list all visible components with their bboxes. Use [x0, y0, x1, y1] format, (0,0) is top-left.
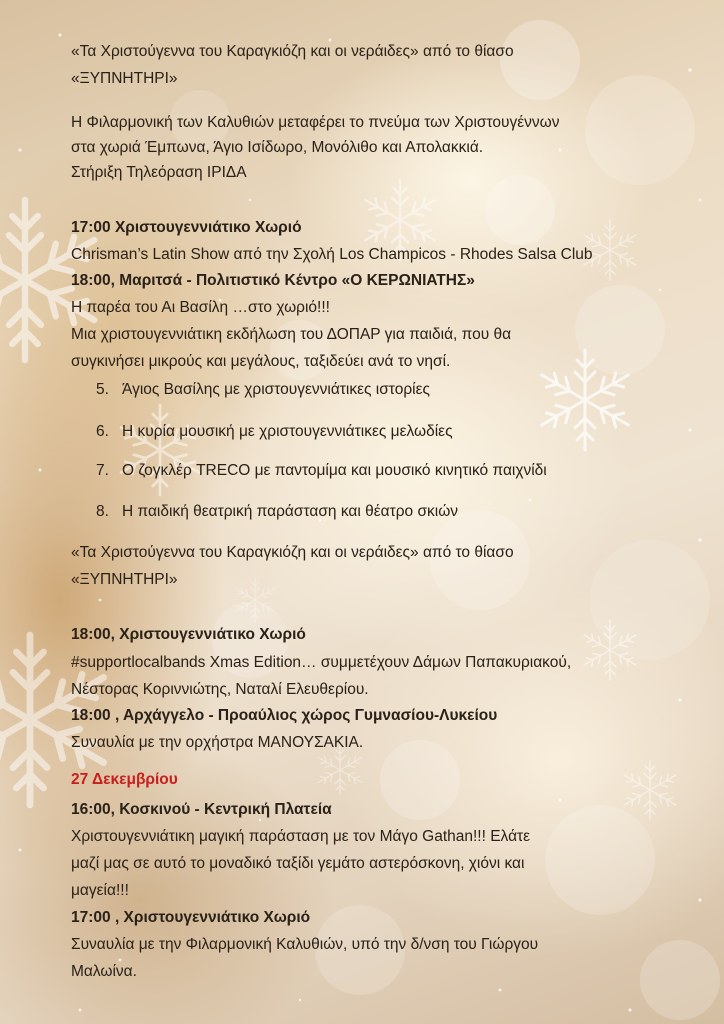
filarmoniki-text-line-1: Η Φιλαρμονική των Καλυθιών μεταφέρει το πνεύμα των Χριστουγέννων — [71, 114, 560, 131]
filarmoniki-text-line-3: Στήριξη Τηλεόραση ΙΡΙΔΑ — [71, 164, 247, 181]
ai-vasili-text-line-3: συγκινήσει μικρούς και μεγάλους, ταξιδεύει ανά το νησί. — [71, 353, 451, 370]
event-heading: 18:00, Χριστουγεννιάτικο Χωριό — [71, 626, 306, 643]
ai-vasili-text-line-2: Μια χριστουγεννιάτικη εκδήλωση του ΔΟΠΑΡ για παιδιά, που θα — [71, 326, 512, 343]
concert-text-line-2: Μαλωίνα. — [71, 963, 137, 980]
magic-show-text-line-3: μαγεία!!! — [71, 882, 129, 899]
event-heading: 17:00 Χριστουγεννιάτικο Χωριό — [71, 219, 302, 236]
manousakia-text: Συναυλία με την ορχήστρα ΜΑΝΟΥΣΑΚΙΑ. — [71, 734, 364, 751]
list-text: Η παιδική θεατρική παράσταση και θέατρο σκιών — [122, 503, 459, 520]
event-heading: 18:00, Μαριτσά - Πολιτιστικό Κέντρο «Ο ΚΕΡΩΝΙΑΤΗΣ» — [71, 272, 475, 289]
list-number: 8. — [96, 503, 109, 520]
concert-text-line-1: Συναυλία με την Φιλαρμονική Καλυθιών, υπό την δ/νση του Γιώργου — [71, 936, 539, 953]
list-number: 5. — [96, 381, 109, 398]
karagiozis-text-line-1: «Τα Χριστούγεννα του Καραγκιόζη και οι νεράιδες» από το θίασο — [71, 544, 514, 561]
list-item — [96, 422, 453, 442]
event-heading: 17:00 , Χριστουγεννιάτικο Χωριό — [71, 909, 311, 926]
bands-text-line-2: Νέστορας Κοριννιώτης, Ναταλί Ελευθερίου. — [71, 681, 369, 698]
magic-show-text-line-1: Χριστουγεννιάτικη μαγική παράσταση με τον Μάγο Gathan!!! Ελάτε — [71, 828, 531, 845]
magic-show-text-line-2: μαζί μας σε αυτό το μοναδικό ταξίδι γεμάτο αστερόσκονη, χιόνι και — [71, 855, 525, 872]
list-text: Ο ζογκλέρ TRECO με παντομίμα και μουσικό κινητικό παιχνίδι — [122, 462, 547, 479]
list-item — [96, 380, 430, 400]
date-heading: 27 Δεκεμβρίου — [71, 771, 178, 788]
list-number: 6. — [96, 423, 109, 440]
event-heading: 18:00 , Αρχάγγελο - Προαύλιος χώρος Γυμνασίου-Λυκείου — [71, 707, 498, 724]
list-text: Η κυρία μουσική με χριστουγεννιάτικες μελωδίες — [122, 423, 453, 440]
list-item — [96, 461, 547, 481]
bands-text-line-1: #supportlocalbands Xmas Edition… συμμετέχουν Δάμων Παπακυριακού, — [71, 654, 572, 671]
ai-vasili-text-line-1: Η παρέα του Αι Βασίλη …στο χωριό!!! — [71, 299, 330, 316]
list-text: Άγιος Βασίλης με χριστουγεννιάτικες ιστορίες — [122, 381, 430, 398]
filarmoniki-text-line-2: στα χωριά Έμπωνα, Άγιο Ισίδωρο, Μονόλιθο και Απολακκιά. — [71, 139, 484, 156]
karagiozis-text-line-2: «ΞΥΠΝΗΤΗΡΙ» — [71, 70, 178, 87]
event-heading: 16:00, Κοσκινού - Κεντρική Πλατεία — [71, 801, 332, 818]
list-item — [96, 502, 458, 522]
karagiozis-text-line-2: «ΞΥΠΝΗΤΗΡΙ» — [71, 571, 178, 588]
karagiozis-text-line-1: «Τα Χριστούγεννα του Καραγκιόζη και οι νεράιδες» από το θίασο — [71, 43, 514, 60]
list-number: 7. — [96, 462, 109, 479]
latin-show-text: Chrisman’s Latin Show από την Σχολή Los Champicos - Rhodes Salsa Club — [71, 246, 593, 263]
